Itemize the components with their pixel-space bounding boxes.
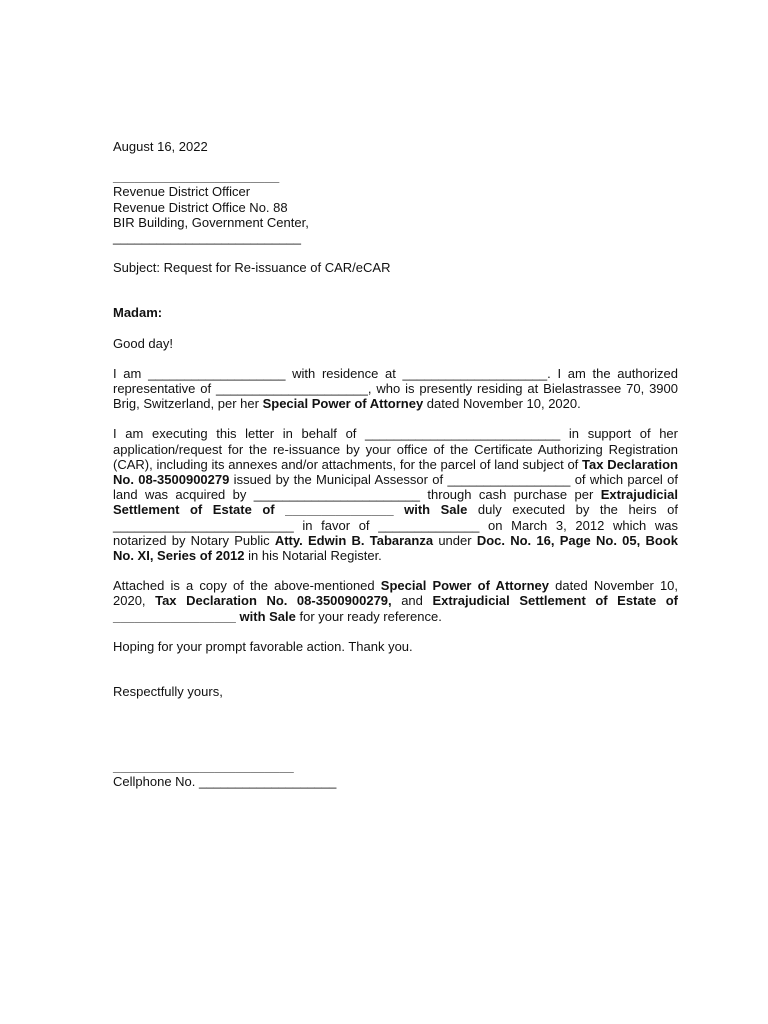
- cellphone-line: Cellphone No. ___________________: [113, 774, 337, 790]
- bold-text-run: Atty. Edwin B. Tabaranza: [274, 532, 434, 548]
- bold-text-run: Tax Declaration No. 08-3500900279: [113, 456, 678, 488]
- bold-text-run: Extrajudicial Settlement of Estate of _______________ with Sale: [113, 487, 678, 518]
- bold-text-run: Extrajudicial Settlement of Estate of _________________ with Sale: [113, 593, 678, 624]
- text-run: dated November 10, 2020,: [113, 578, 679, 609]
- text-run: issued by the Municipal Assessor of _________________ of which parcel of land was acquired by _______________________ through cash purchase per: [113, 472, 678, 503]
- bold-text-run: Doc. No. 16, Page No. 05, Book No. XI, Series of 2012: [113, 532, 678, 564]
- letter-date: August 16, 2022: [113, 139, 208, 154]
- letter-page: [113, 139, 678, 790]
- text-run: Attached is a copy of the above-mentioned: [113, 578, 381, 594]
- body-paragraph-3: [113, 578, 678, 624]
- subject-line: Subject: Request for Re-issuance of CAR/eCAR: [113, 260, 391, 276]
- text-run: duly executed by the heirs of _________________________ in favor of ______________ on March 3, 2012 which was notarized by Notary Public: [113, 502, 678, 548]
- bold-text-run: Special Power of Attorney: [262, 396, 424, 412]
- text-run: I am executing this letter in behalf of ___________________________ in support of her application/request for the re-issuance by your office of the Certificate Authorizing Registration (CAR), including its annexes and/or attachments, for the parcel of land subject of: [113, 426, 678, 472]
- body-paragraph-2: [113, 426, 678, 563]
- text-run: for your ready reference.: [295, 608, 442, 624]
- salutation: Madam:: [113, 305, 163, 321]
- recipient-address-line-1: BIR Building, Government Center,: [113, 214, 309, 230]
- text-run: under: [433, 532, 477, 548]
- recipient-name-blank: _______________________: [113, 169, 280, 185]
- body-paragraph-1: [113, 366, 678, 412]
- text-run: and: [391, 593, 433, 609]
- bold-text-run: Special Power of Attorney: [380, 578, 550, 594]
- text-run: in his Notarial Register.: [244, 548, 382, 564]
- text-run: I am ___________________ with residence at ____________________. I am the authorized representative of _____________________, who is presently residing at Bielastrassee 70, 3900 Brig, Switzerland, per her: [113, 365, 678, 412]
- recipient-title: Revenue District Officer: [113, 184, 251, 200]
- bold-text-run: Tax Declaration No. 08-3500900279,: [155, 593, 392, 609]
- complimentary-close: Respectfully yours,: [113, 684, 223, 700]
- text-run: dated November 10, 2020.: [423, 396, 581, 412]
- closing-request: Hoping for your prompt favorable action. Thank you.: [113, 638, 413, 654]
- signature-line: _________________________: [113, 759, 294, 775]
- recipient-address-line-2: __________________________: [113, 230, 301, 246]
- recipient-office: Revenue District Office No. 88: [113, 199, 288, 215]
- greeting: Good day!: [113, 335, 173, 351]
